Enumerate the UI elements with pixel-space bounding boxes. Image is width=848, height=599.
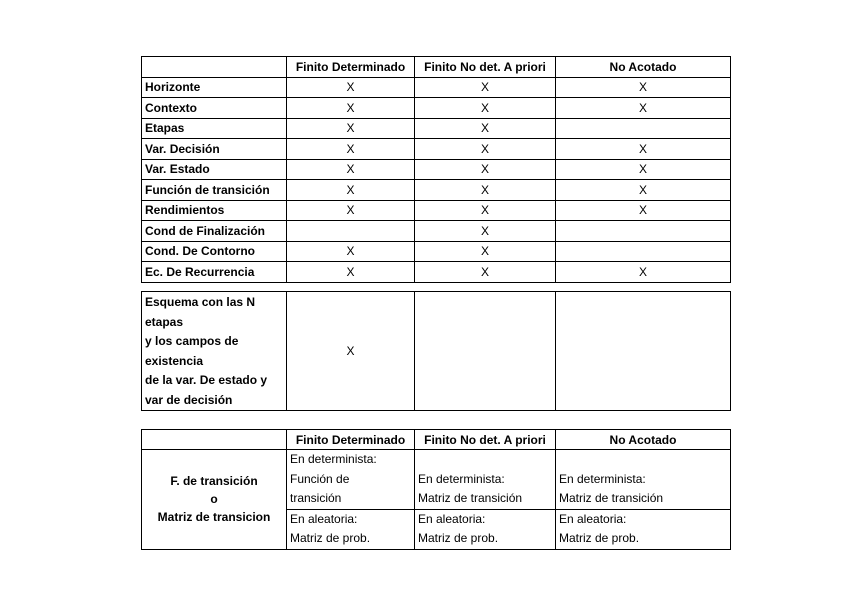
cell-mark	[415, 292, 556, 411]
cell-line: En aleatoria:	[559, 511, 627, 526]
table-row	[142, 118, 731, 139]
transition-label-line: F. de transición	[170, 474, 258, 489]
cell-mark: X	[287, 159, 415, 180]
cell-mark: X	[556, 262, 731, 283]
table-row	[142, 450, 731, 510]
table-header-row	[142, 57, 731, 78]
transition-table	[141, 429, 731, 550]
schema-label-line: var de decisión	[145, 392, 233, 407]
header-finito-no-det: Finito No det. A priori	[415, 57, 556, 78]
cell-mark: X	[415, 139, 556, 160]
table-row	[142, 139, 731, 160]
transition-label-line: o	[210, 492, 218, 507]
schema-label-line: existencia	[145, 353, 204, 368]
row-label: Horizonte	[142, 77, 287, 98]
row-label: Función de transición	[142, 180, 287, 201]
cell-mark: X	[287, 180, 415, 201]
table-row	[142, 221, 731, 242]
det-cell-finito-no-det	[415, 450, 556, 510]
cell-mark: X	[556, 139, 731, 160]
cell-mark	[556, 292, 731, 411]
transition-label-line: Matriz de transicion	[157, 510, 271, 525]
table-row	[142, 241, 731, 262]
cell-mark: X	[287, 262, 415, 283]
cell-mark	[287, 221, 415, 242]
characteristics-table	[141, 56, 731, 283]
cell-mark	[556, 241, 731, 262]
cell-line: En determinista:	[290, 452, 377, 466]
table-row	[142, 159, 731, 180]
row-label: Cond de Finalización	[142, 221, 287, 242]
cell-line: Matriz de transición	[559, 491, 664, 505]
cell-mark: X	[287, 241, 415, 262]
cell-mark: X	[287, 139, 415, 160]
cell-mark: X	[415, 118, 556, 139]
cell-mark: X	[287, 200, 415, 221]
cell-line: Función de	[290, 471, 350, 486]
cell-mark: X	[415, 77, 556, 98]
table-row	[142, 262, 731, 283]
det-cell-finito-determinado	[287, 450, 415, 510]
table-header-row	[142, 430, 731, 450]
header-cell-empty	[142, 57, 287, 78]
cell-mark: X	[556, 180, 731, 201]
cell-mark: X	[415, 241, 556, 262]
header-no-acotado: No Acotado	[556, 57, 731, 78]
schema-label-line: etapas	[145, 314, 184, 329]
table-row	[142, 98, 731, 119]
cell-mark: X	[556, 77, 731, 98]
row-label: Contexto	[142, 98, 287, 119]
row-label: Rendimientos	[142, 200, 287, 221]
cell-mark: X	[415, 180, 556, 201]
cell-mark: X	[556, 159, 731, 180]
cell-line: Matriz de transición	[418, 491, 523, 505]
row-label: Cond. De Contorno	[142, 241, 287, 262]
cell-mark: X	[415, 159, 556, 180]
table-row	[142, 77, 731, 98]
header-finito-determinado: Finito Determinado	[287, 57, 415, 78]
cell-mark: X	[556, 98, 731, 119]
cell-mark: X	[287, 118, 415, 139]
ale-cell-finito-no-det	[415, 509, 556, 549]
schema-label-line: y los campos de	[145, 334, 239, 348]
cell-mark	[556, 221, 731, 242]
transition-label	[142, 450, 287, 550]
table-row	[142, 200, 731, 221]
cell-mark: X	[415, 200, 556, 221]
cell-mark: X	[415, 221, 556, 242]
table-row	[142, 292, 731, 411]
row-label: Etapas	[142, 118, 287, 139]
cell-line: En aleatoria:	[290, 511, 358, 526]
schema-label	[142, 292, 287, 411]
schema-table	[141, 291, 731, 411]
cell-line: Matriz de prob.	[559, 531, 640, 545]
schema-label-line: de la var. De estado y	[145, 373, 268, 387]
header-no-acotado: No Acotado	[556, 430, 731, 450]
cell-line: Matriz de prob.	[418, 531, 499, 545]
cell-mark: X	[287, 292, 415, 411]
header-finito-no-det: Finito No det. A priori	[415, 430, 556, 450]
cell-line: En determinista:	[559, 471, 646, 486]
cell-line: En determinista:	[418, 471, 505, 486]
det-cell-no-acotado	[556, 450, 731, 510]
header-cell-empty	[142, 430, 287, 450]
cell-line: transición	[290, 491, 342, 505]
ale-cell-finito-determinado	[287, 509, 415, 549]
table-row	[142, 180, 731, 201]
row-label: Ec. De Recurrencia	[142, 262, 287, 283]
cell-mark: X	[287, 77, 415, 98]
ale-cell-no-acotado	[556, 509, 731, 549]
cell-mark: X	[415, 262, 556, 283]
header-finito-determinado: Finito Determinado	[287, 430, 415, 450]
cell-mark	[556, 118, 731, 139]
cell-mark: X	[415, 98, 556, 119]
row-label: Var. Decisión	[142, 139, 287, 160]
cell-mark: X	[556, 200, 731, 221]
cell-line: En aleatoria:	[418, 511, 486, 526]
row-label: Var. Estado	[142, 159, 287, 180]
cell-line: Matriz de prob.	[290, 531, 371, 545]
schema-label-line: Esquema con las N	[145, 295, 256, 309]
cell-mark: X	[287, 98, 415, 119]
